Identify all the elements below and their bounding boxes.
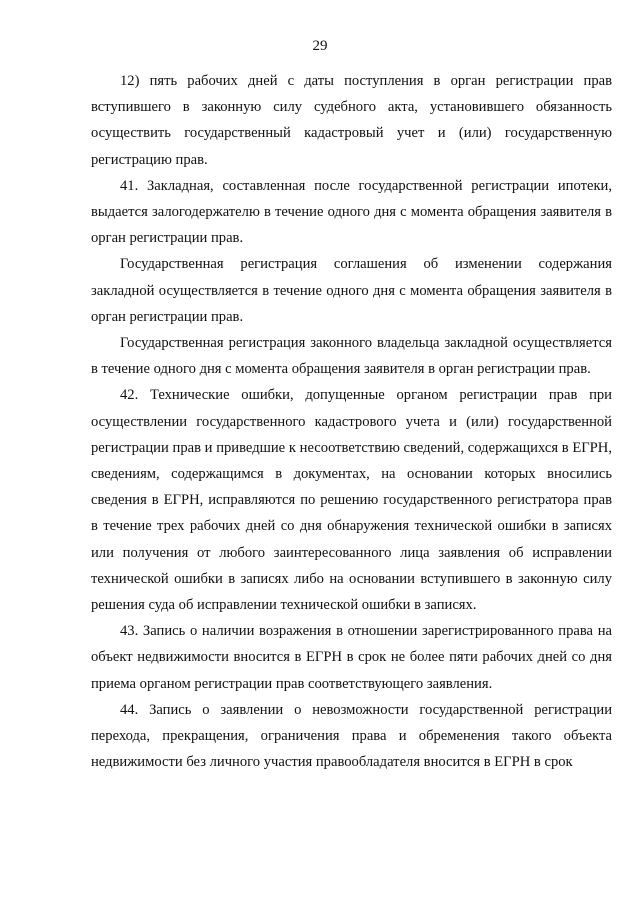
paragraph-41-owner: Государственная регистрация законного владельца закладной осуществляется в течение одного дня с момента обращения заявителя в орган регистрации прав. [91, 335, 612, 378]
paragraph-item-12: 12) пять рабочих дней с даты поступления в орган регистрации прав вступившего в законную силу судебного акта, установившего обязанность осуществить государственный кадастровый учет и (или) государственную регистрацию прав. [91, 73, 612, 168]
paragraph-42: 42. Технические ошибки, допущенные органом регистрации прав при осуществлении государственного кадастрового учета и (или) государственной регистрации прав и приведшие к несоответствию сведений, содержащихся в ЕГРН, сведениям, содержащимся в документах, на основании которых вносились сведения в ЕГРН, исправляются по решению государственного регистратора прав в течение трех рабочих дней со дня обнаружения технической ошибки в записях или получения от любого заинтересованного лица заявления об исправлении технической ошибки в записях либо на основании вступившего в законную силу решения суда об исправлении технической ошибки в записях. [91, 387, 612, 614]
paragraph-41: 41. Закладная, составленная после государственной регистрации ипотеки, выдается залогодержателю в течение одного дня с момента обращения заявителя в орган регистрации прав. [91, 177, 612, 247]
paragraph-44: 44. Запись о заявлении о невозможности государственной регистрации перехода, прекращения, ограничения права и обременения такого объекта недвижимости без личного участия правообладателя вносится в ЕГРН в срок [91, 701, 612, 771]
paragraph-41-agreement: Государственная регистрация соглашения об изменении содержания закладной осуществляется в течение одного дня с момента обращения заявителя в орган регистрации прав. [91, 256, 612, 325]
document-body [91, 68, 612, 775]
paragraph-43: 43. Запись о наличии возражения в отношении зарегистрированного права на объект недвижимости вносится в ЕГРН в срок не более пяти рабочих дней со дня приема органом регистрации прав соответствующего заявления. [91, 623, 612, 692]
page-number: 29 [312, 38, 328, 54]
